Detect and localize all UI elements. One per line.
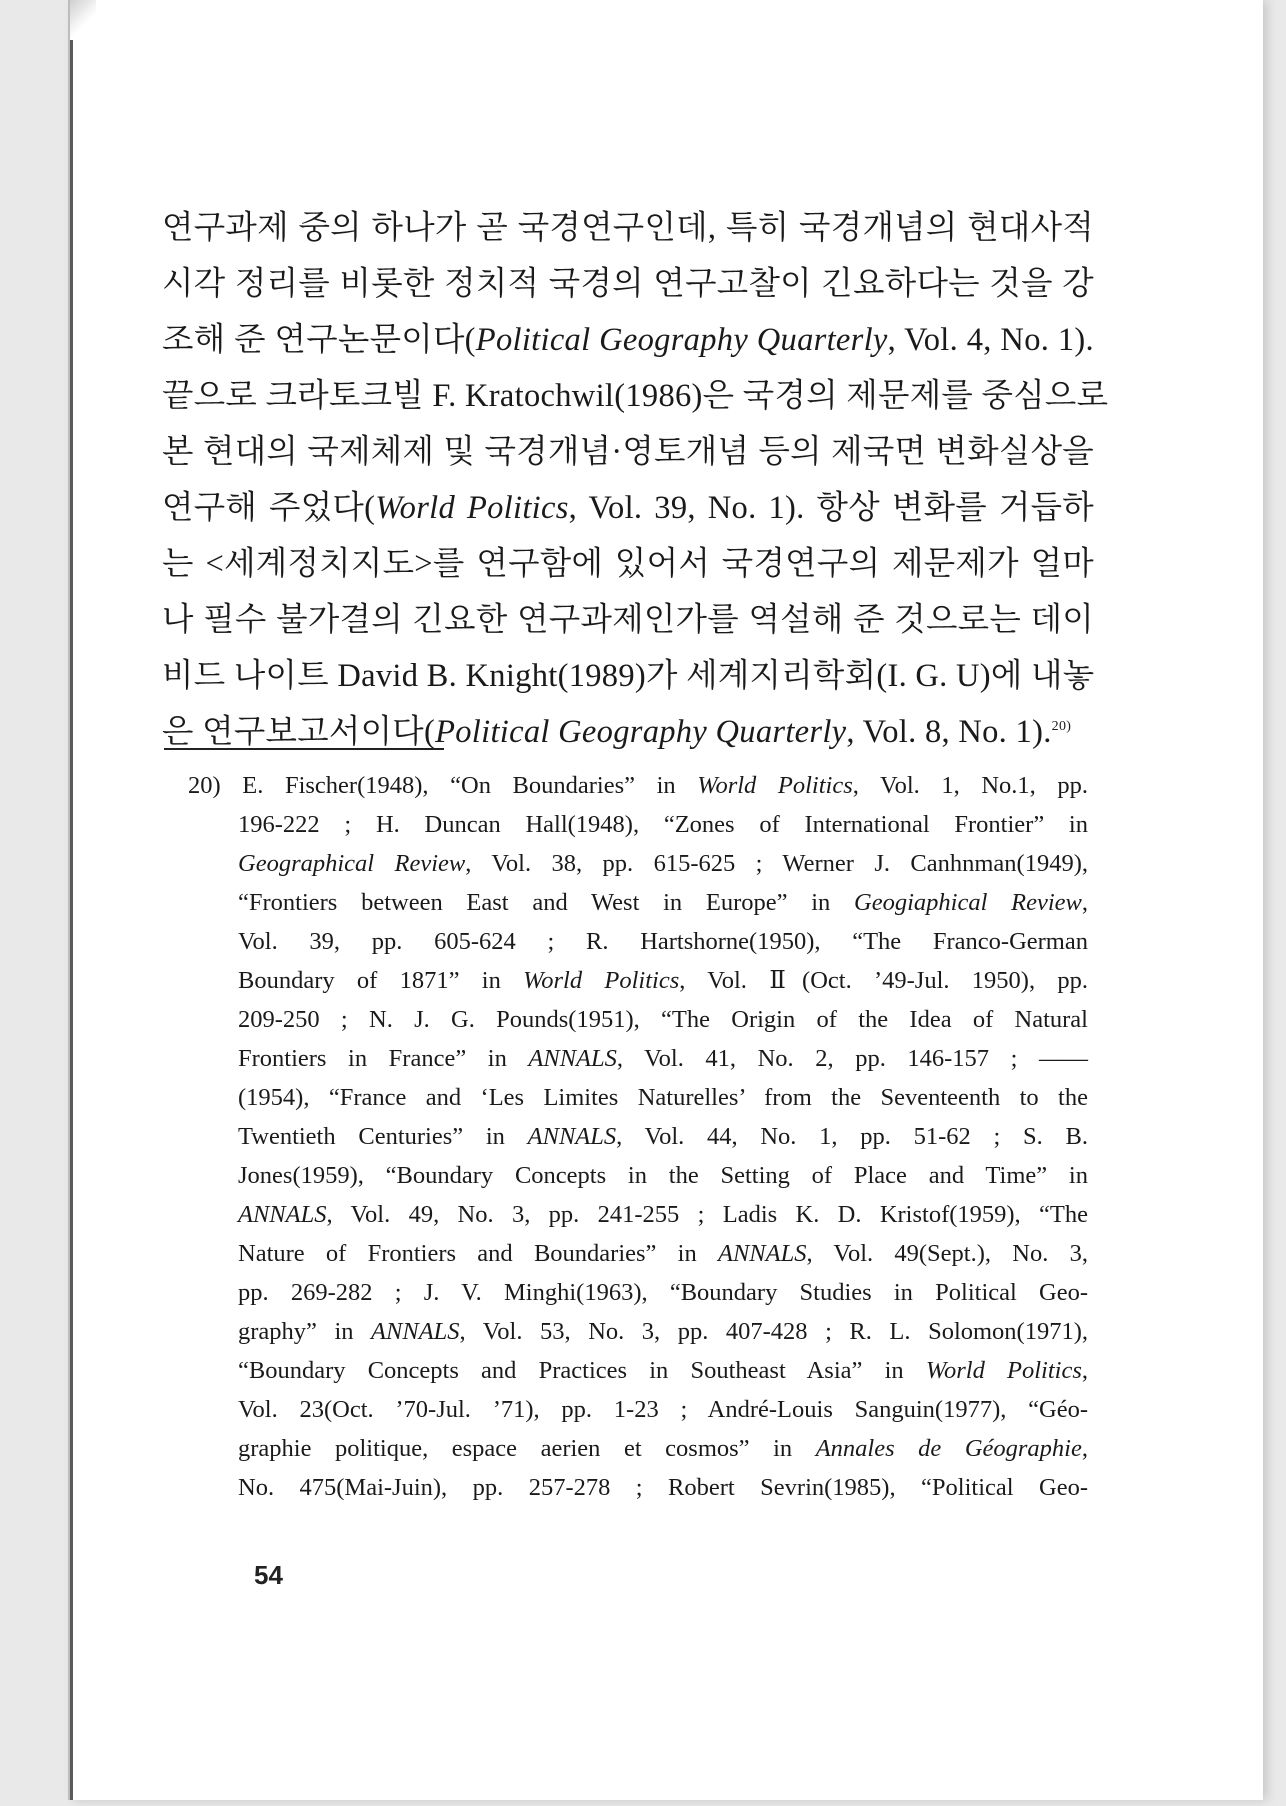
footnote-line: graphy” in ANNALS, Vol. 53, No. 3, pp. 407-428 ; R. L. Solomon(1971), [238, 1318, 1088, 1345]
footnote-line: ANNALS, Vol. 49, No. 3, pp. 241-255 ; Ladis K. D. Kristof(1959), “The [238, 1201, 1088, 1228]
footnote-line: 209-250 ; N. J. G. Pounds(1951), “The Origin of the Idea of Natural [238, 1006, 1088, 1033]
main-paragraph [162, 200, 1109, 760]
footnote-line: Twentieth Centuries” in ANNALS, Vol. 44, No. 1, pp. 51-62 ; S. B. [238, 1123, 1088, 1150]
body-line: 비드 나이트 David B. Knight(1989)가 세계지리학회(I. G. U)에 내놓 [162, 658, 1095, 694]
footnote-line: Nature of Frontiers and Boundaries” in ANNALS, Vol. 49(Sept.), No. 3, [238, 1240, 1088, 1267]
body-line: 는 <세계정치지도>를 연구함에 있어서 국경연구의 제문제가 얼마 [162, 546, 1094, 582]
footnote-line: No. 475(Mai-Juin), pp. 257-278 ; Robert Sevrin(1985), “Political Geo- [238, 1474, 1088, 1501]
footnote-line: (1954), “France and ‘Les Limites Naturelles’ from the Seventeenth to the [238, 1084, 1088, 1111]
footnote-line: Jones(1959), “Boundary Concepts in the Setting of Place and Time” in [238, 1162, 1088, 1189]
body-line: 시각 정리를 비롯한 정치적 국경의 연구고찰이 긴요하다는 것을 강 [162, 266, 1094, 302]
footnote-line: “Boundary Concepts and Practices in Southeast Asia” in World Politics, [238, 1357, 1088, 1384]
footnote-line: 20) E. Fischer(1948), “On Boundaries” in World Politics, Vol. 1, No.1, pp. [188, 772, 1089, 799]
footnote-line: Frontiers in France” in ANNALS, Vol. 41, No. 2, pp. 146-157 ; —— [238, 1045, 1088, 1072]
footnote-line: pp. 269-282 ; J. V. Minghi(1963), “Boundary Studies in Political Geo- [238, 1279, 1088, 1306]
footnote-line: Boundary of 1871” in World Politics, Vol. Ⅱ(Oct. ’49-Jul. 1950), pp. [238, 967, 1088, 994]
body-line: 끝으로 크라토크빌 F. Kratochwil(1986)은 국경의 제문제를 중심으로 [162, 378, 1109, 414]
footnote-line: Geographical Review, Vol. 38, pp. 615-625 ; Werner J. Canhnman(1949), [238, 850, 1088, 877]
page-number: 54 [254, 1560, 283, 1590]
footnote-line: graphie politique, espace aerien et cosmos” in Annales de Géographie, [238, 1435, 1088, 1462]
footnote-divider [164, 748, 444, 750]
body-line: 본 현대의 국제체제 및 국경개념·영토개념 등의 제국면 변화실상을 [162, 434, 1094, 470]
page-corner-fold [70, 0, 96, 40]
journal-title: World Politics [375, 490, 569, 526]
body-line: 은 연구보고서이다(Political Geography Quarterly, Vol. 8, No. 1).$^{20)}$ [162, 714, 1072, 750]
body-line: 연구해 주었다(World Politics, Vol. 39, No. 1). 항상 변화를 거듭하 [162, 490, 1094, 526]
footnote-reference: 20) [1051, 719, 1072, 735]
body-line: 연구과제 중의 하나가 곧 국경연구인데, 특히 국경개념의 현대사적 [162, 210, 1094, 246]
footnote-line: Vol. 23(Oct. ’70-Jul. ’71), pp. 1-23 ; André-Louis Sanguin(1977), “Géo- [238, 1396, 1088, 1423]
footnote-line: “Frontiers between East and West in Europe” in Geogiaphical Review, [238, 889, 1088, 916]
body-line: 조해 준 연구논문이다(Political Geography Quarterly, Vol. 4, No. 1). [162, 322, 1094, 358]
body-line: 나 필수 불가결의 긴요한 연구과제인가를 역설해 준 것으로는 데이 [162, 602, 1094, 638]
journal-title: Political Geography Quarterly [475, 322, 888, 358]
journal-title: Political Geography Quarterly [435, 714, 847, 750]
footnote-20 [188, 766, 1089, 1507]
footnote-line: 196-222 ; H. Duncan Hall(1948), “Zones of International Frontier” in [238, 811, 1088, 838]
footnote-line: Vol. 39, pp. 605-624 ; R. Hartshorne(1950), “The Franco-German [238, 928, 1088, 955]
